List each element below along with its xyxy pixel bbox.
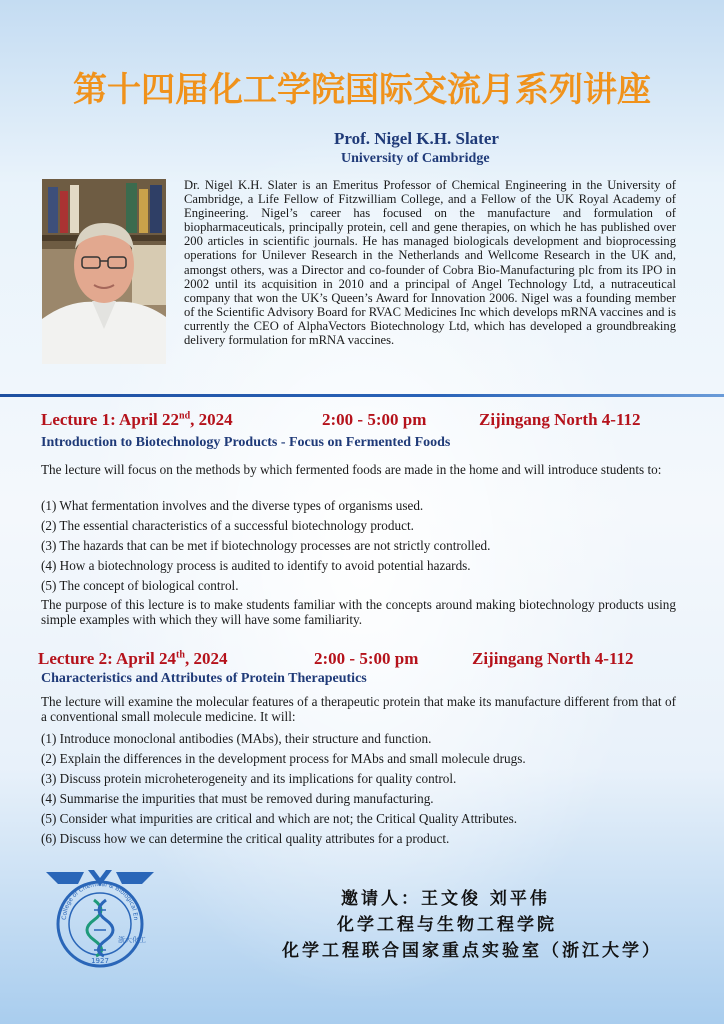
- speaker-photo: [42, 179, 166, 364]
- lecture-2-item: (1) Introduce monoclonal antibodies (MAbs), their structure and function.: [41, 731, 432, 746]
- school-line: 化学工程与生物工程学院: [337, 915, 557, 935]
- lecture-1-item: (3) The hazards that can be met if biotechnology processes are not strictly controlled.: [41, 538, 491, 553]
- lecture-1-room: Zijingang North 4-112: [479, 410, 641, 429]
- college-logo: [44, 864, 156, 968]
- lecture-2-item: (2) Explain the differences in the development process for MAbs and small molecule drugs.: [41, 751, 526, 766]
- lecture-1-item: (4) How a biotechnology process is audited to identify to avoid potential hazards.: [41, 558, 471, 573]
- speaker-bio: Dr. Nigel K.H. Slater is an Emeritus Professor of Chemical Engineering in the University of Cambridge, a Life Fellow of Fitzwilliam College, and a Fellow of the UK Royal Academy of Engineering. Nigel’s career has focused on the manufacture and formulation of biopharmaceuticals, principally protein, cell and gene therapies, on which he has published over 200 articles in scientific journals. He has managed biologicals development and bioprocessing operations for Unilever Research in the Netherlands and Wellcome Research in the UK and, amongst others, was a Director and co-founder of Cobra Bio-Manufacturing plc from its IPO in 2002 until its acquisition in 2010 and a principal of Angel Technology Ltd, a nutraceutical company that won the UK’s Queen’s Award for Innovation 2006. Nigel was a founding member of the Scientific Advisory Board for RVAC Medicines Inc which develops mRNA vaccines and is currently the CEO of AlphaVectors Biotechnology Ltd, which has developed a groundbreaking delivery formulation for mRNA vaccines.: [184, 178, 676, 348]
- lecture-2-time: 2:00 - 5:00 pm: [314, 649, 419, 668]
- section-divider: [0, 394, 724, 397]
- lecture-2-item: (3) Discuss protein microheterogeneity and its implications for quality control.: [41, 771, 457, 786]
- lecture-2-item: (6) Discuss how we can determine the critical quality attributes for a product.: [41, 831, 450, 846]
- poster-title: 第十四届化工学院国际交流月系列讲座: [73, 70, 651, 110]
- lecture-2-intro: The lecture will examine the molecular features of a therapeutic protein that make its manufacture different from that of a conventional small molecule medicine. It will:: [41, 694, 676, 724]
- lecture-2-item: (4) Summarise the impurities that must be removed during manufacturing.: [41, 791, 434, 806]
- lecture-1-item: (1) What fermentation involves and the diverse types of organisms used.: [41, 498, 424, 513]
- lecture-1-intro: The lecture will focus on the methods by which fermented foods are made in the home and will introduce students to:: [41, 462, 662, 477]
- lecture-1-time: 2:00 - 5:00 pm: [322, 410, 427, 429]
- lab-line: 化学工程联合国家重点实验室（浙江大学）: [282, 941, 662, 961]
- lecture-1-date: Lecture 1: April 22nd, 2024: [41, 410, 233, 429]
- speaker-name: Prof. Nigel K.H. Slater: [334, 129, 499, 148]
- lecture-1-subtitle: Introduction to Biotechnology Products - Focus on Fermented Foods: [41, 435, 451, 450]
- svg-text:1927: 1927: [91, 957, 109, 965]
- svg-text:College of Chemical & Biologic: College of Chemical & Biological En: [60, 880, 140, 921]
- lecture-2-subtitle: Characteristics and Attributes of Protein Therapeutics: [41, 671, 367, 686]
- lecture-1-item: (2) The essential characteristics of a successful biotechnology product.: [41, 518, 414, 533]
- inviters-line: 邀请人：王文俊 刘平伟: [341, 889, 550, 909]
- svg-text:浙大化工: 浙大化工: [118, 936, 146, 944]
- speaker-affiliation: University of Cambridge: [341, 151, 490, 166]
- lecture-1-outro: The purpose of this lecture is to make students familiar with the concepts around making biotechnology products using simple examples with which they will have some familiarity.: [41, 597, 676, 627]
- lecture-2-room: Zijingang North 4-112: [472, 649, 634, 668]
- lecture-2-date: Lecture 2: April 24th, 2024: [38, 649, 228, 668]
- lecture-2-item: (5) Consider what impurities are critical and which are not; the Critical Quality Attributes.: [41, 811, 518, 826]
- lecture-1-item: (5) The concept of biological control.: [41, 578, 239, 593]
